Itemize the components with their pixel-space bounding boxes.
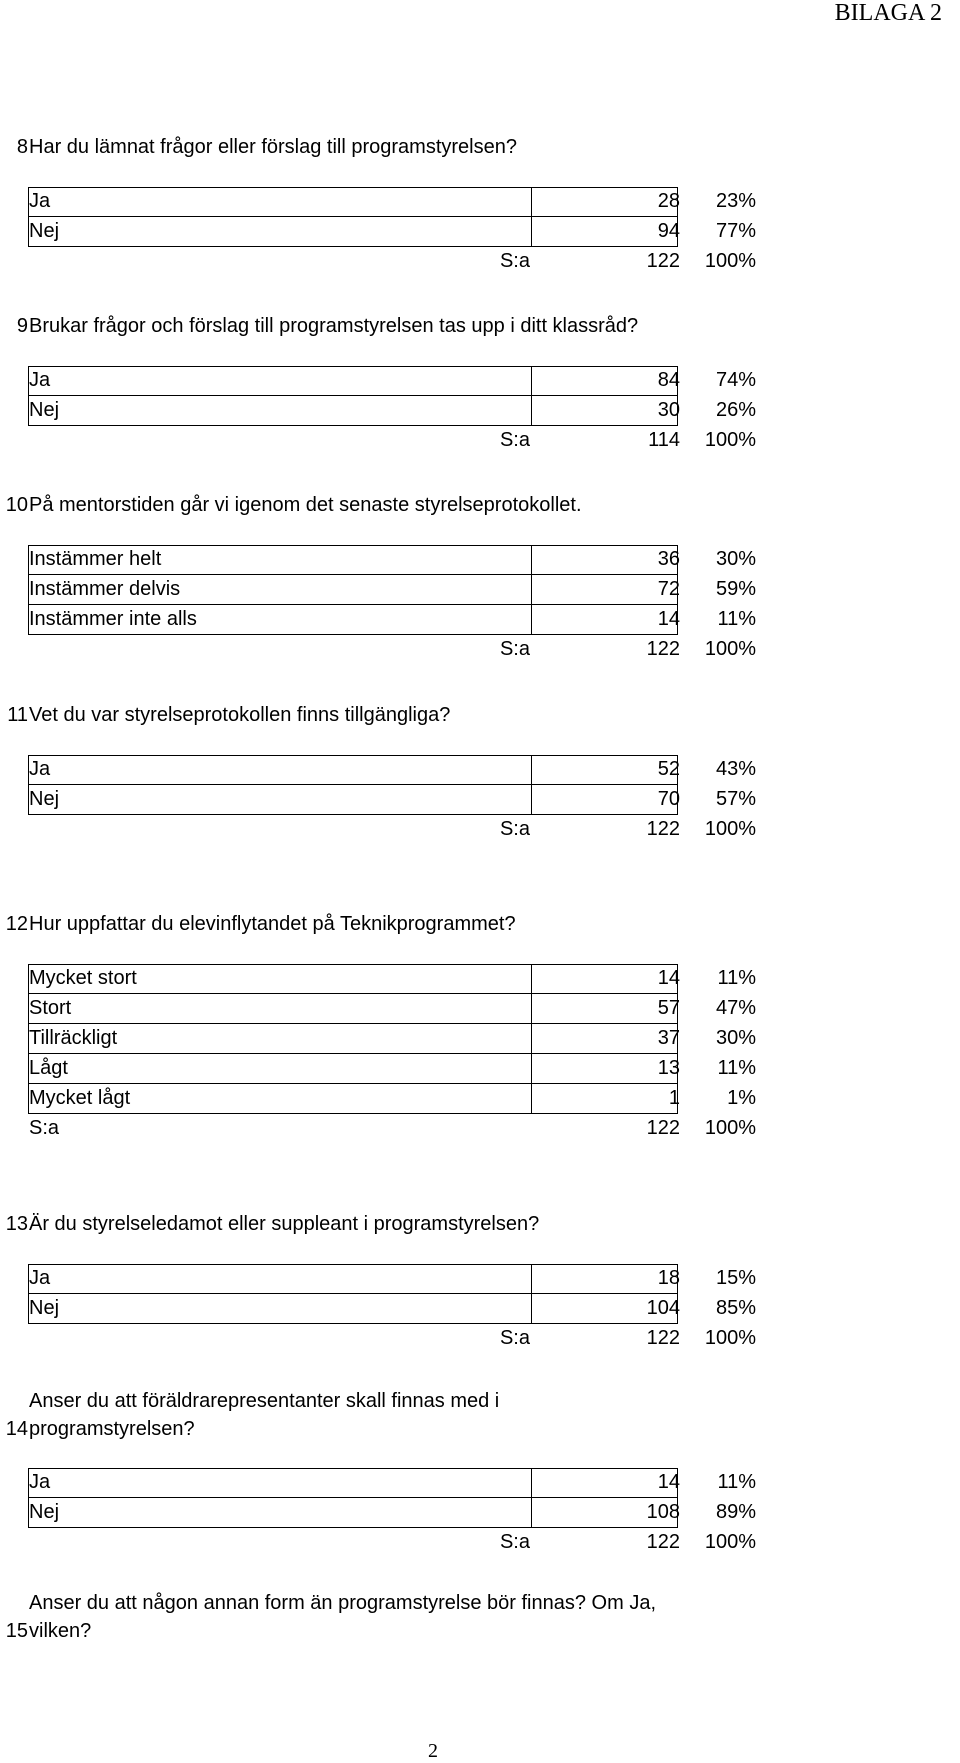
answer-label: Nej	[29, 220, 60, 242]
sum-label: S:a	[499, 250, 530, 272]
answer-label: Stort	[29, 997, 72, 1019]
question-number: 10	[5, 494, 28, 516]
answer-count: 1	[668, 1087, 680, 1109]
answer-box	[28, 217, 678, 247]
sum-count: 122	[646, 818, 680, 840]
answer-count: 30	[657, 399, 680, 421]
sum-label: S:a	[499, 818, 530, 840]
answer-count: 18	[657, 1267, 680, 1289]
answer-count: 52	[657, 758, 680, 780]
page-number: 2	[428, 1740, 438, 1762]
sum-count: 114	[648, 429, 680, 451]
answer-box	[28, 1468, 678, 1498]
answer-percent: 85%	[715, 1297, 756, 1319]
sum-percent: 100%	[704, 1117, 756, 1139]
answer-box	[28, 1294, 678, 1324]
sum-count: 122	[646, 1531, 680, 1553]
sum-count: 122	[646, 250, 680, 272]
question-number: 13	[5, 1213, 28, 1235]
answer-percent: 30%	[715, 548, 756, 570]
answer-percent: 11%	[717, 608, 756, 630]
answer-label: Lågt	[29, 1057, 68, 1079]
answer-box	[28, 366, 678, 396]
answer-box	[28, 755, 678, 785]
question-text: På mentorstiden går vi igenom det senaste styrelseprotokollet.	[29, 494, 582, 516]
answer-count: 14	[657, 1471, 680, 1493]
question-text: Vet du var styrelseprotokollen finns tillgängliga?	[29, 704, 451, 726]
question-text: Brukar frågor och förslag till programstyrelsen tas upp i ditt klassråd?	[29, 315, 639, 337]
answer-box	[28, 396, 678, 426]
answer-percent: 89%	[715, 1501, 756, 1523]
sum-count: 122	[646, 1327, 680, 1349]
sum-label: S:a	[499, 638, 530, 660]
answer-box	[28, 1498, 678, 1528]
answer-count: 108	[646, 1501, 680, 1523]
answer-percent: 74%	[715, 369, 756, 391]
sum-label: S:a	[499, 1327, 530, 1349]
answer-label: Nej	[29, 1501, 60, 1523]
answer-percent: 47%	[715, 997, 756, 1019]
sum-percent: 100%	[704, 1327, 756, 1349]
answer-count: 36	[657, 548, 680, 570]
answer-percent: 26%	[715, 399, 756, 421]
answer-percent: 57%	[715, 788, 756, 810]
question-text-line-1: Anser du att någon annan form än programstyrelse bör finnas? Om Ja,	[29, 1592, 657, 1614]
answer-label: Ja	[29, 758, 51, 780]
answer-count: 94	[657, 220, 680, 242]
answer-label: Nej	[29, 1297, 60, 1319]
question-number: 12	[5, 913, 28, 935]
answer-box	[28, 1024, 678, 1054]
sum-count: 122	[646, 1117, 680, 1139]
answer-box	[28, 994, 678, 1024]
answer-count: 84	[657, 369, 680, 391]
answer-count: 57	[657, 997, 680, 1019]
answer-box	[28, 1264, 678, 1294]
question-number: 11	[7, 704, 28, 726]
answer-percent: 59%	[715, 578, 756, 600]
answer-count: 14	[657, 967, 680, 989]
question-text: Har du lämnat frågor eller förslag till programstyrelsen?	[29, 136, 517, 158]
answer-label: Nej	[29, 399, 60, 421]
question-number: 14	[5, 1418, 28, 1440]
sum-percent: 100%	[704, 429, 756, 451]
answer-percent: 1%	[727, 1087, 756, 1109]
answer-label: Ja	[29, 1471, 51, 1493]
answer-box	[28, 187, 678, 217]
answer-label: Instämmer delvis	[29, 578, 181, 600]
sum-percent: 100%	[704, 250, 756, 272]
answer-percent: 11%	[717, 1471, 756, 1493]
answer-label: Ja	[29, 369, 51, 391]
answer-percent: 77%	[715, 220, 756, 242]
answer-count: 13	[657, 1057, 680, 1079]
answer-percent: 23%	[715, 190, 756, 212]
answer-percent: 30%	[715, 1027, 756, 1049]
answer-label: Ja	[29, 190, 51, 212]
question-text-line-2: vilken?	[29, 1620, 92, 1642]
sum-label: S:a	[29, 1117, 60, 1139]
answer-label: Mycket lågt	[29, 1087, 131, 1109]
sum-label: S:a	[499, 429, 530, 451]
answer-label: Tillräckligt	[29, 1027, 118, 1049]
answer-label: Ja	[29, 1267, 51, 1289]
answer-label: Mycket stort	[29, 967, 137, 989]
answer-box	[28, 1054, 678, 1084]
answer-box	[28, 785, 678, 815]
question-text-line-2: programstyrelsen?	[29, 1418, 195, 1440]
answer-label: Instämmer inte alls	[29, 608, 197, 630]
answer-count: 104	[646, 1297, 680, 1319]
answer-percent: 11%	[717, 967, 756, 989]
answer-count: 37	[657, 1027, 680, 1049]
answer-count: 14	[657, 608, 680, 630]
answer-count: 28	[657, 190, 680, 212]
sum-percent: 100%	[704, 1531, 756, 1553]
question-text-line-1: Anser du att föräldrarepresentanter skall finnas med i	[29, 1390, 500, 1412]
answer-count: 70	[657, 788, 680, 810]
sum-label: S:a	[499, 1531, 530, 1553]
appendix-header: BILAGA 2	[834, 0, 942, 26]
answer-percent: 43%	[715, 758, 756, 780]
answer-percent: 11%	[717, 1057, 756, 1079]
question-number: 8	[16, 136, 28, 158]
question-text: Hur uppfattar du elevinflytandet på Teknikprogrammet?	[29, 913, 516, 935]
answer-label: Instämmer helt	[29, 548, 162, 570]
answer-label: Nej	[29, 788, 60, 810]
sum-percent: 100%	[704, 818, 756, 840]
question-text: Är du styrelseledamot eller suppleant i programstyrelsen?	[29, 1213, 540, 1235]
question-number: 9	[16, 315, 28, 337]
sum-percent: 100%	[704, 638, 756, 660]
answer-count: 72	[657, 578, 680, 600]
question-number: 15	[5, 1620, 28, 1642]
sum-count: 122	[646, 638, 680, 660]
answer-percent: 15%	[715, 1267, 756, 1289]
